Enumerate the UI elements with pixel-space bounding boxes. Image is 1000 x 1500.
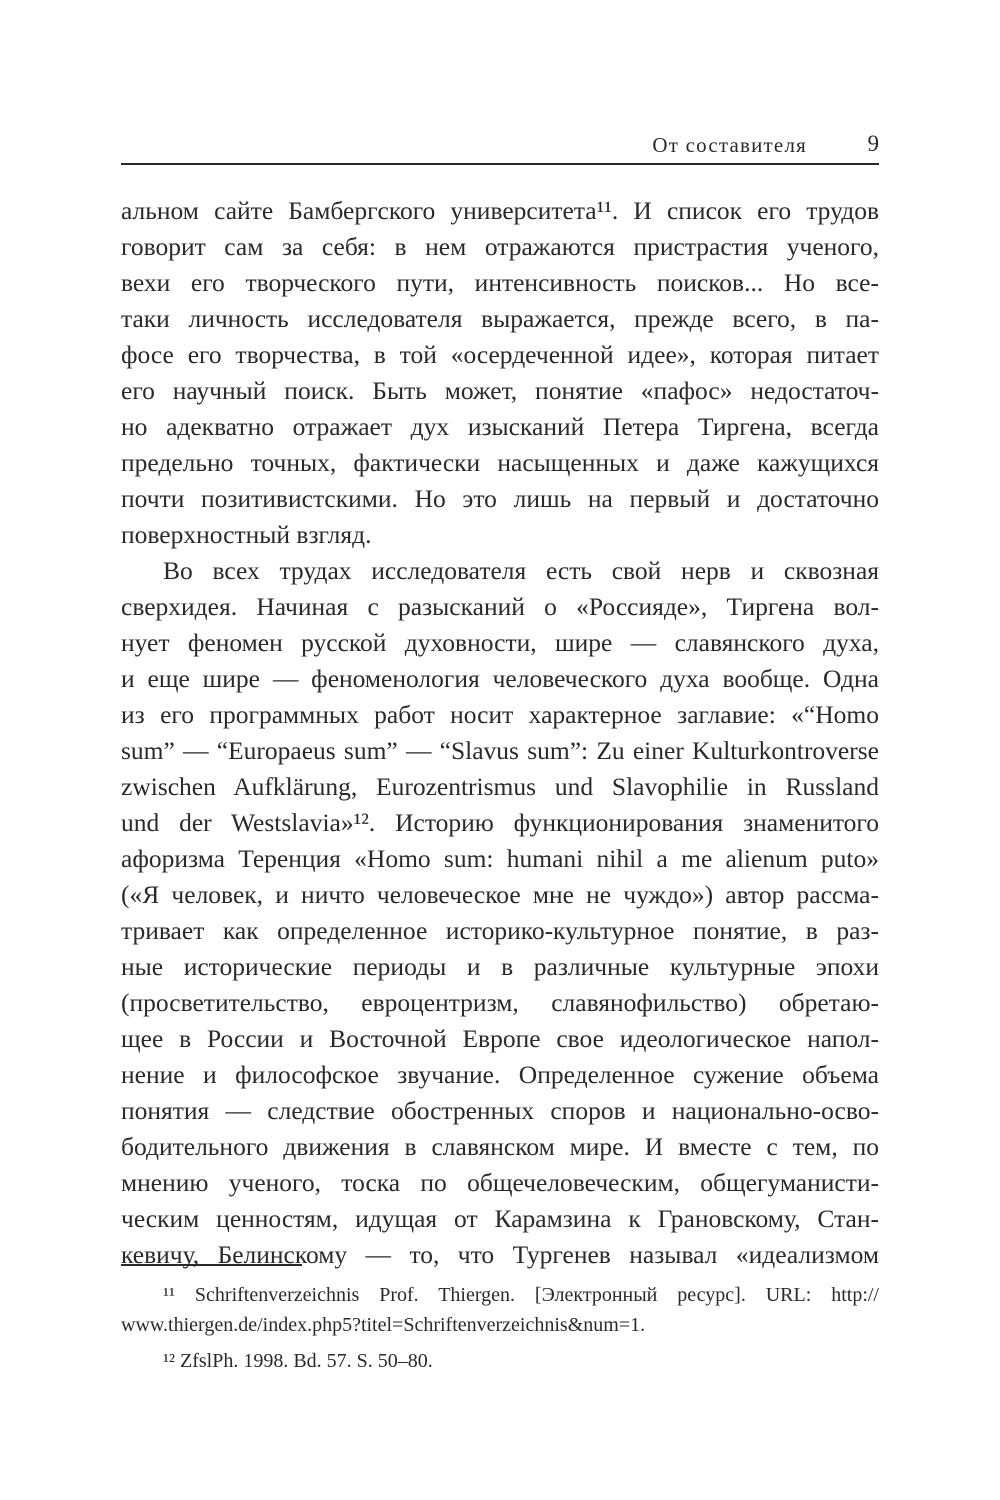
page-number: 9 [867,131,879,156]
body-line: zwischen Aufklärung, Eurozentrismus und Slavophilie in Russland [121,772,879,801]
body-line: мнению ученого, тоска по общечеловеческим, общегуманисти- [121,1168,879,1197]
body-line: бодительного движения в славянском мире. И вместе с тем, по [121,1132,879,1161]
body-line: нует феномен русской духовности, шире — славянского духа, [121,628,879,657]
body-line: из его программных работ носит характерное заглавие: «“Homo [121,700,879,729]
body-line: sum” — “Europaeus sum” — “Slavus sum”: Zu einer Kulturkontroverse [121,736,879,765]
footnote-11-continuation: www.thiergen.de/index.php5?titel=Schriftenverzeichnis&num=1. [121,1314,646,1336]
body-line: ные исторические периоды и в различные культурные эпохи [121,952,879,981]
body-line: предельно точных, фактически насыщенных и даже кажущихся [121,448,879,477]
footnote-12: ¹² ZfslPh. 1998. Bd. 57. S. 50–80. [163,1350,433,1372]
body-line: щее в России и Восточной Европе свое идеологическое напол- [121,1024,879,1053]
body-line: тривает как определенное историко-культурное понятие, в раз- [121,916,879,945]
body-line: почти позитивистскими. Но это лишь на первый и достаточно [121,484,879,513]
body-line: его научный поиск. Быть может, понятие «пафос» недостаточ- [121,376,879,405]
body-line: und der Westslavia»¹². Историю функционирования знаменитого [121,808,879,837]
body-line: кевичу, Белинскому — то, что Тургенев называл «идеализмом [121,1240,879,1269]
body-line: афоризма Теренция «Homo sum: humani nihil a me alienum puto» [121,844,879,873]
footnote-11: ¹¹ Schriftenverzeichnis Prof. Thiergen. [Электронный ресурс]. URL: http:// [163,1284,879,1306]
paragraph-first-line: Во всех трудах исследователя есть свой нерв и сквозная [163,556,879,585]
body-line: понятия — следствие обостренных споров и национально-осво- [121,1096,879,1125]
running-head-title: От составителя [652,133,807,157]
body-line: альном сайте Бамбергского университета¹¹. И список его трудов [121,196,879,225]
body-line: ческим ценностям, идущая от Карамзина к Грановскому, Стан- [121,1204,879,1233]
body-line: говорит сам за себя: в нем отражаются пристрастия ученого, [121,232,879,261]
body-line: фосе его творчества, в той «осердеченной идее», которая питает [121,340,879,369]
body-line: но адекватно отражает дух изысканий Петера Тиргена, всегда [121,412,879,441]
body-line: («Я человек, и ничто человеческое мне не чуждо») автор рассма- [121,880,879,909]
body-line: вехи его творческого пути, интенсивность поисков... Но все- [121,268,879,297]
body-line: и еще шире — феноменология человеческого духа вообще. Одна [121,664,879,693]
footnote-separator [121,1264,302,1266]
body-line: сверхидея. Начиная с разысканий о «Россияде», Тиргена вол- [121,592,879,621]
running-header [121,131,879,165]
body-line: нение и философское звучание. Определенное сужение объема [121,1060,879,1089]
body-line: (просветительство, евроцентризм, славянофильство) обретаю- [121,988,879,1017]
body-line: поверхностный взгляд. [121,520,372,549]
body-line: таки личность исследователя выражается, прежде всего, в па- [121,304,879,333]
